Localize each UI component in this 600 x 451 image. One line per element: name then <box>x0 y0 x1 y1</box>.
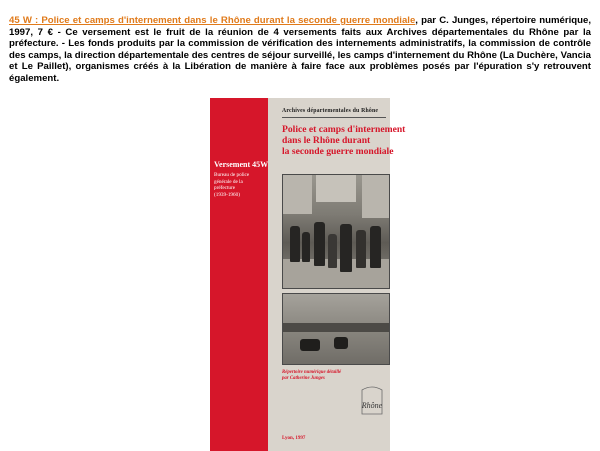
cover-subtitle-line: par Catherine Junges <box>282 376 325 382</box>
versement-line: générale de la <box>214 178 243 185</box>
photo-frame <box>282 174 390 289</box>
description-body: , par C. Junges, répertoire numérique, 1997, 7 € - Ce versement est le fruit de la réunion de 4 versements faits aux Archives départementales du Rhône par la préfecture. - Les fonds produits par la commission de vérification des internements administratifs, la commission de contrôle des camps, la direction départementale des centres de séjour surveillé, les camps d'internement du Rhône (La Duchère, Vancia et Le Paillet), organismes créés à la Libération de manière à faire face aux problèmes posés par l'épuration s'y retrouvent également. <box>9 15 592 84</box>
cover-header: Archives départementales du Rhône <box>282 108 379 114</box>
book-cover-image <box>210 98 406 451</box>
versement-line: préfecture <box>214 185 236 192</box>
rhone-logo-text: Rhône <box>361 401 383 410</box>
cover-title <box>282 124 406 157</box>
cover-title-line: la seconde guerre mondiale <box>282 146 394 157</box>
rhone-logo-icon <box>358 384 386 418</box>
cover-red-band <box>210 98 268 451</box>
versement-line: Bureau de police <box>214 172 250 178</box>
versement-block <box>214 160 269 198</box>
versement-line: (1939-1960) <box>214 191 240 198</box>
description-paragraph <box>9 15 591 85</box>
cover-subtitle <box>282 370 362 382</box>
cover-title-line: Police et camps d'internement <box>282 124 406 135</box>
cover-year: Lyon, 1997 <box>282 436 306 441</box>
photo-frame <box>282 293 390 365</box>
cover-title-line: dans le Rhône durant <box>282 135 371 146</box>
versement-title: Versement 45W <box>214 160 269 169</box>
cover-header-rule <box>282 117 386 118</box>
cover-subtitle-line: Répertoire numérique détaillé <box>282 370 342 375</box>
book-title-link[interactable]: 45 W : Police et camps d'internement dans le Rhône durant la seconde guerre mondiale <box>9 15 416 26</box>
